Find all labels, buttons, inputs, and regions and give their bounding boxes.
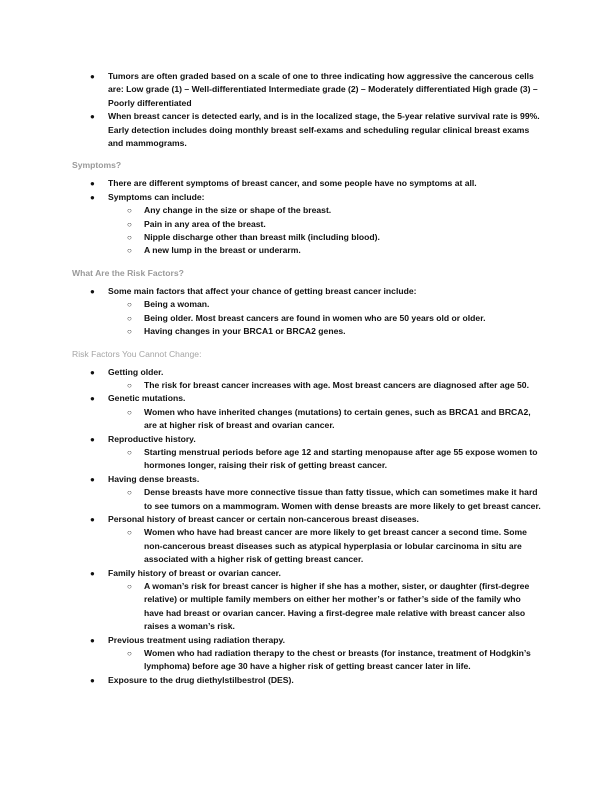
- sub-list-item-text: A new lump in the breast or underarm.: [144, 245, 301, 256]
- sub-bullet-icon: ○: [127, 327, 132, 337]
- sublist: [108, 406, 542, 433]
- sublist: [108, 379, 542, 392]
- bullet-icon: ●: [90, 568, 95, 578]
- list-item: [72, 473, 542, 513]
- list-item-text: Some main factors that affect your chance of getting breast cancer include:: [108, 285, 417, 296]
- sub-bullet-icon: ○: [127, 488, 132, 498]
- sublist: [108, 647, 542, 674]
- risk-factors-section: [72, 267, 542, 339]
- sub-list-item-text: Being older. Most breast cancers are found in women who are 50 years old or older.: [144, 312, 486, 323]
- sub-bullet-icon: ○: [127, 649, 132, 659]
- cannot-change-section: [72, 348, 542, 688]
- bullet-icon: ●: [90, 72, 95, 81]
- list-item-text: Exposure to the drug diethylstilbestrol (DES).: [108, 674, 294, 685]
- sub-list-item: [108, 406, 542, 433]
- sub-list-item: [108, 312, 542, 325]
- sub-list-item: [108, 325, 542, 338]
- bullet-icon: ●: [90, 675, 95, 685]
- list-item: [72, 513, 542, 567]
- sub-list-item-text: Women who have had breast cancer are more likely to get breast cancer a second time. Some non-cancerous breast diseases such as atypical hyperplasia or lobular carcinoma in situ are associated with a higher risk of getting breast cancer.: [144, 527, 527, 565]
- bullet-icon: ●: [90, 179, 95, 189]
- sub-list-item-text: Pain in any area of the breast.: [144, 218, 266, 229]
- cannot-change-list: [72, 366, 542, 688]
- sub-list-item-text: Having changes in your BRCA1 or BRCA2 genes.: [144, 326, 346, 337]
- sub-list-item: [108, 446, 542, 473]
- list-item: [72, 674, 542, 687]
- sublist: [108, 486, 542, 513]
- list-item: [72, 70, 542, 110]
- bullet-icon: ●: [90, 112, 95, 122]
- sub-list-item: [108, 580, 542, 634]
- list-item: [72, 567, 542, 634]
- risk-factors-heading: What Are the Risk Factors?: [72, 267, 184, 278]
- sublist: [108, 446, 542, 473]
- sub-list-item-text: The risk for breast cancer increases with age. Most breast cancers are diagnosed after age 50.: [144, 379, 529, 390]
- sub-bullet-icon: ○: [127, 233, 132, 243]
- list-item-text: Personal history of breast cancer or certain non-cancerous breast diseases.: [108, 513, 419, 524]
- list-item: [72, 110, 542, 150]
- bullet-icon: ●: [90, 192, 95, 202]
- sub-list-item-text: A woman’s risk for breast cancer is higher if she has a mother, sister, or daughter (first-degree relative) or multiple family members on either her mother’s or father’s side of the family who have had breast or ovarian cancer. Having a first-degree male relative with breast cancer also raises a woman’s risk.: [144, 581, 530, 632]
- list-item: [72, 191, 542, 258]
- sub-list-item-text: Any change in the size or shape of the breast.: [144, 205, 332, 216]
- sub-list-item: [108, 379, 542, 392]
- list-item: [72, 177, 542, 190]
- list-item-text: Previous treatment using radiation therapy.: [108, 634, 286, 645]
- sub-bullet-icon: ○: [127, 582, 132, 591]
- sub-list-item: [108, 298, 542, 311]
- sub-list-item-text: Nipple discharge other than breast milk (including blood).: [144, 232, 380, 243]
- bullet-icon: ●: [90, 434, 95, 444]
- symptoms-list: [72, 177, 542, 257]
- list-item: [72, 366, 542, 393]
- sub-bullet-icon: ○: [127, 528, 132, 538]
- sub-list-item-text: Women who have inherited changes (mutations) to certain genes, such as BRCA1 and BRCA2, are at higher risk of breast and ovarian cancer.: [144, 406, 531, 431]
- list-item: [72, 634, 542, 674]
- list-item-text: Having dense breasts.: [108, 473, 200, 484]
- bullet-icon: ●: [90, 394, 95, 404]
- list-item: [72, 285, 542, 339]
- sub-list-item: [108, 647, 542, 674]
- list-item-text: When breast cancer is detected early, and is in the localized stage, the 5-year relative survival rate is 99%. Early detection includes doing monthly breast self-exams and scheduling regular clinical breast exams and mammograms.: [108, 111, 540, 149]
- sub-list-item: [108, 204, 542, 217]
- list-item-text: Getting older.: [108, 366, 164, 377]
- sub-bullet-icon: ○: [127, 447, 132, 457]
- risk-factors-list: [72, 285, 542, 339]
- intro-section: [72, 70, 542, 150]
- list-item: [72, 433, 542, 473]
- sub-list-item-text: Women who had radiation therapy to the chest or breasts (for instance, treatment of Hodgkin’s lymphoma) before age 30 have a higher risk of getting breast cancer later in life.: [144, 648, 531, 672]
- sub-bullet-icon: ○: [127, 380, 132, 390]
- list-item-text: Reproductive history.: [108, 433, 196, 444]
- sub-bullet-icon: ○: [127, 206, 132, 216]
- list-item-text: Symptoms can include:: [108, 191, 205, 202]
- sub-list-item: [108, 244, 542, 257]
- bullet-icon: ●: [90, 474, 95, 484]
- sub-list-item-text: Being a woman.: [144, 299, 210, 310]
- sub-bullet-icon: ○: [127, 407, 132, 417]
- sub-list-item-text: Starting menstrual periods before age 12 and starting menopause after age 55 expose women to hormones longer, raising their risk of getting breast cancer.: [144, 446, 538, 471]
- intro-list: [72, 70, 542, 150]
- bullet-icon: ●: [90, 514, 95, 524]
- sublist: [108, 526, 542, 566]
- list-item-text: There are different symptoms of breast cancer, and some people have no symptoms at all.: [108, 178, 477, 189]
- bullet-icon: ●: [90, 635, 95, 645]
- list-item-text: Tumors are often graded based on a scale of one to three indicating how aggressive the cancerous cells are: Low grade (1) – Well-differentiated Intermediate grade (2) – Moderately differentiated High grade (3) – Poorly differentiated: [108, 71, 538, 108]
- sub-list-item-text: Dense breasts have more connective tissue than fatty tissue, which can sometimes make it hard to see tumors on a mammogram. Women with dense breasts are more likely to get breast cancer.: [144, 487, 541, 511]
- sub-bullet-icon: ○: [127, 313, 132, 323]
- sub-bullet-icon: ○: [127, 246, 132, 256]
- sublist: [108, 580, 542, 634]
- symptoms-section: [72, 159, 542, 257]
- list-item: [72, 392, 542, 432]
- list-item-text: Genetic mutations.: [108, 393, 186, 404]
- sub-bullet-icon: ○: [127, 219, 132, 229]
- cannot-change-heading: Risk Factors You Cannot Change:: [72, 348, 202, 359]
- sub-list-item: [108, 486, 542, 513]
- risk-factors-sublist: [108, 298, 542, 338]
- symptoms-sublist: [108, 204, 542, 258]
- bullet-icon: ●: [90, 367, 95, 377]
- sub-bullet-icon: ○: [127, 300, 132, 310]
- bullet-icon: ●: [90, 286, 95, 296]
- sub-list-item: [108, 526, 542, 566]
- sub-list-item: [108, 218, 542, 231]
- list-item-text: Family history of breast or ovarian cancer.: [108, 567, 281, 578]
- sub-list-item: [108, 231, 542, 244]
- symptoms-heading: Symptoms?: [72, 160, 122, 171]
